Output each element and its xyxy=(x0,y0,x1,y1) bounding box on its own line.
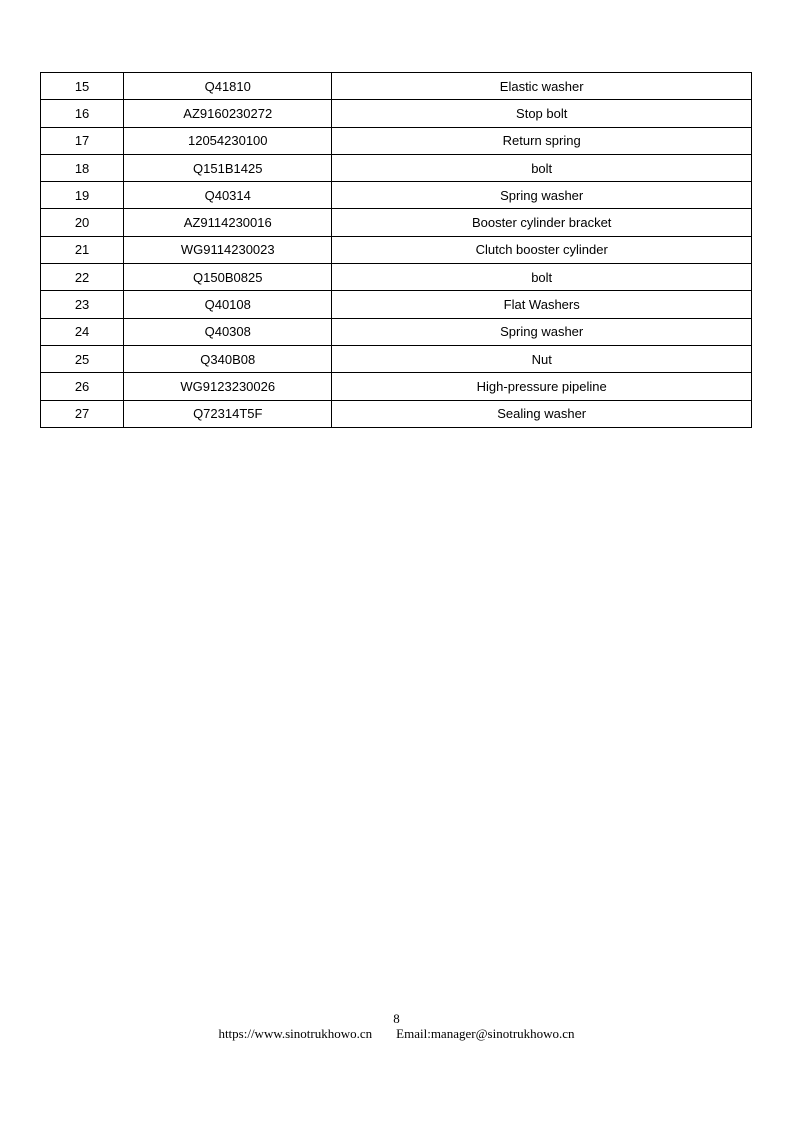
part-name-cell: Booster cylinder bracket xyxy=(332,209,752,236)
table-row xyxy=(41,100,752,127)
part-code-cell: WG9114230023 xyxy=(124,236,332,263)
part-name-cell: Stop bolt xyxy=(332,100,752,127)
page-number: 8 xyxy=(393,1011,400,1026)
part-code-cell: 12054230100 xyxy=(124,127,332,154)
part-code-cell: Q40108 xyxy=(124,291,332,318)
part-code-cell: WG9123230026 xyxy=(124,373,332,400)
part-number-cell: 17 xyxy=(41,127,124,154)
part-name-cell: Clutch booster cylinder xyxy=(332,236,752,263)
part-code-cell: Q41810 xyxy=(124,73,332,100)
part-code-cell: Q40314 xyxy=(124,182,332,209)
part-name-cell: Spring washer xyxy=(332,182,752,209)
table-row xyxy=(41,154,752,181)
part-number-cell: 22 xyxy=(41,264,124,291)
part-number-cell: 26 xyxy=(41,373,124,400)
parts-table-body xyxy=(41,73,752,428)
part-name-cell: Sealing washer xyxy=(332,400,752,427)
part-code-cell: Q72314T5F xyxy=(124,400,332,427)
part-number-cell: 19 xyxy=(41,182,124,209)
part-name-cell: Spring washer xyxy=(332,318,752,345)
table-row xyxy=(41,236,752,263)
part-name-cell: Nut xyxy=(332,345,752,372)
part-number-cell: 18 xyxy=(41,154,124,181)
table-row xyxy=(41,291,752,318)
part-number-cell: 16 xyxy=(41,100,124,127)
parts-table xyxy=(40,72,752,428)
part-name-cell: Elastic washer xyxy=(332,73,752,100)
table-row xyxy=(41,318,752,345)
part-code-cell: Q151B1425 xyxy=(124,154,332,181)
table-row xyxy=(41,73,752,100)
part-name-cell: Return spring xyxy=(332,127,752,154)
part-code-cell: AZ9160230272 xyxy=(124,100,332,127)
part-name-cell: bolt xyxy=(332,154,752,181)
website-link[interactable]: https://www.sinotrukhowo.cn xyxy=(218,1026,373,1041)
part-code-cell: Q340B08 xyxy=(124,345,332,372)
part-code-cell: Q40308 xyxy=(124,318,332,345)
part-name-cell: Flat Washers xyxy=(332,291,752,318)
part-code-cell: Q150B0825 xyxy=(124,264,332,291)
part-number-cell: 23 xyxy=(41,291,124,318)
table-row xyxy=(41,373,752,400)
part-code-cell: AZ9114230016 xyxy=(124,209,332,236)
part-number-cell: 24 xyxy=(41,318,124,345)
part-number-cell: 15 xyxy=(41,73,124,100)
table-row xyxy=(41,400,752,427)
part-number-cell: 25 xyxy=(41,345,124,372)
part-number-cell: 21 xyxy=(41,236,124,263)
part-name-cell: bolt xyxy=(332,264,752,291)
part-number-cell: 20 xyxy=(41,209,124,236)
table-row xyxy=(41,209,752,236)
table-row xyxy=(41,345,752,372)
footer-contact-line xyxy=(0,1026,793,1042)
table-row xyxy=(41,182,752,209)
part-name-cell: High-pressure pipeline xyxy=(332,373,752,400)
email-link[interactable]: Email:manager@sinotrukhowo.cn xyxy=(396,1026,575,1041)
table-row xyxy=(41,127,752,154)
table-row xyxy=(41,264,752,291)
part-number-cell: 27 xyxy=(41,400,124,427)
